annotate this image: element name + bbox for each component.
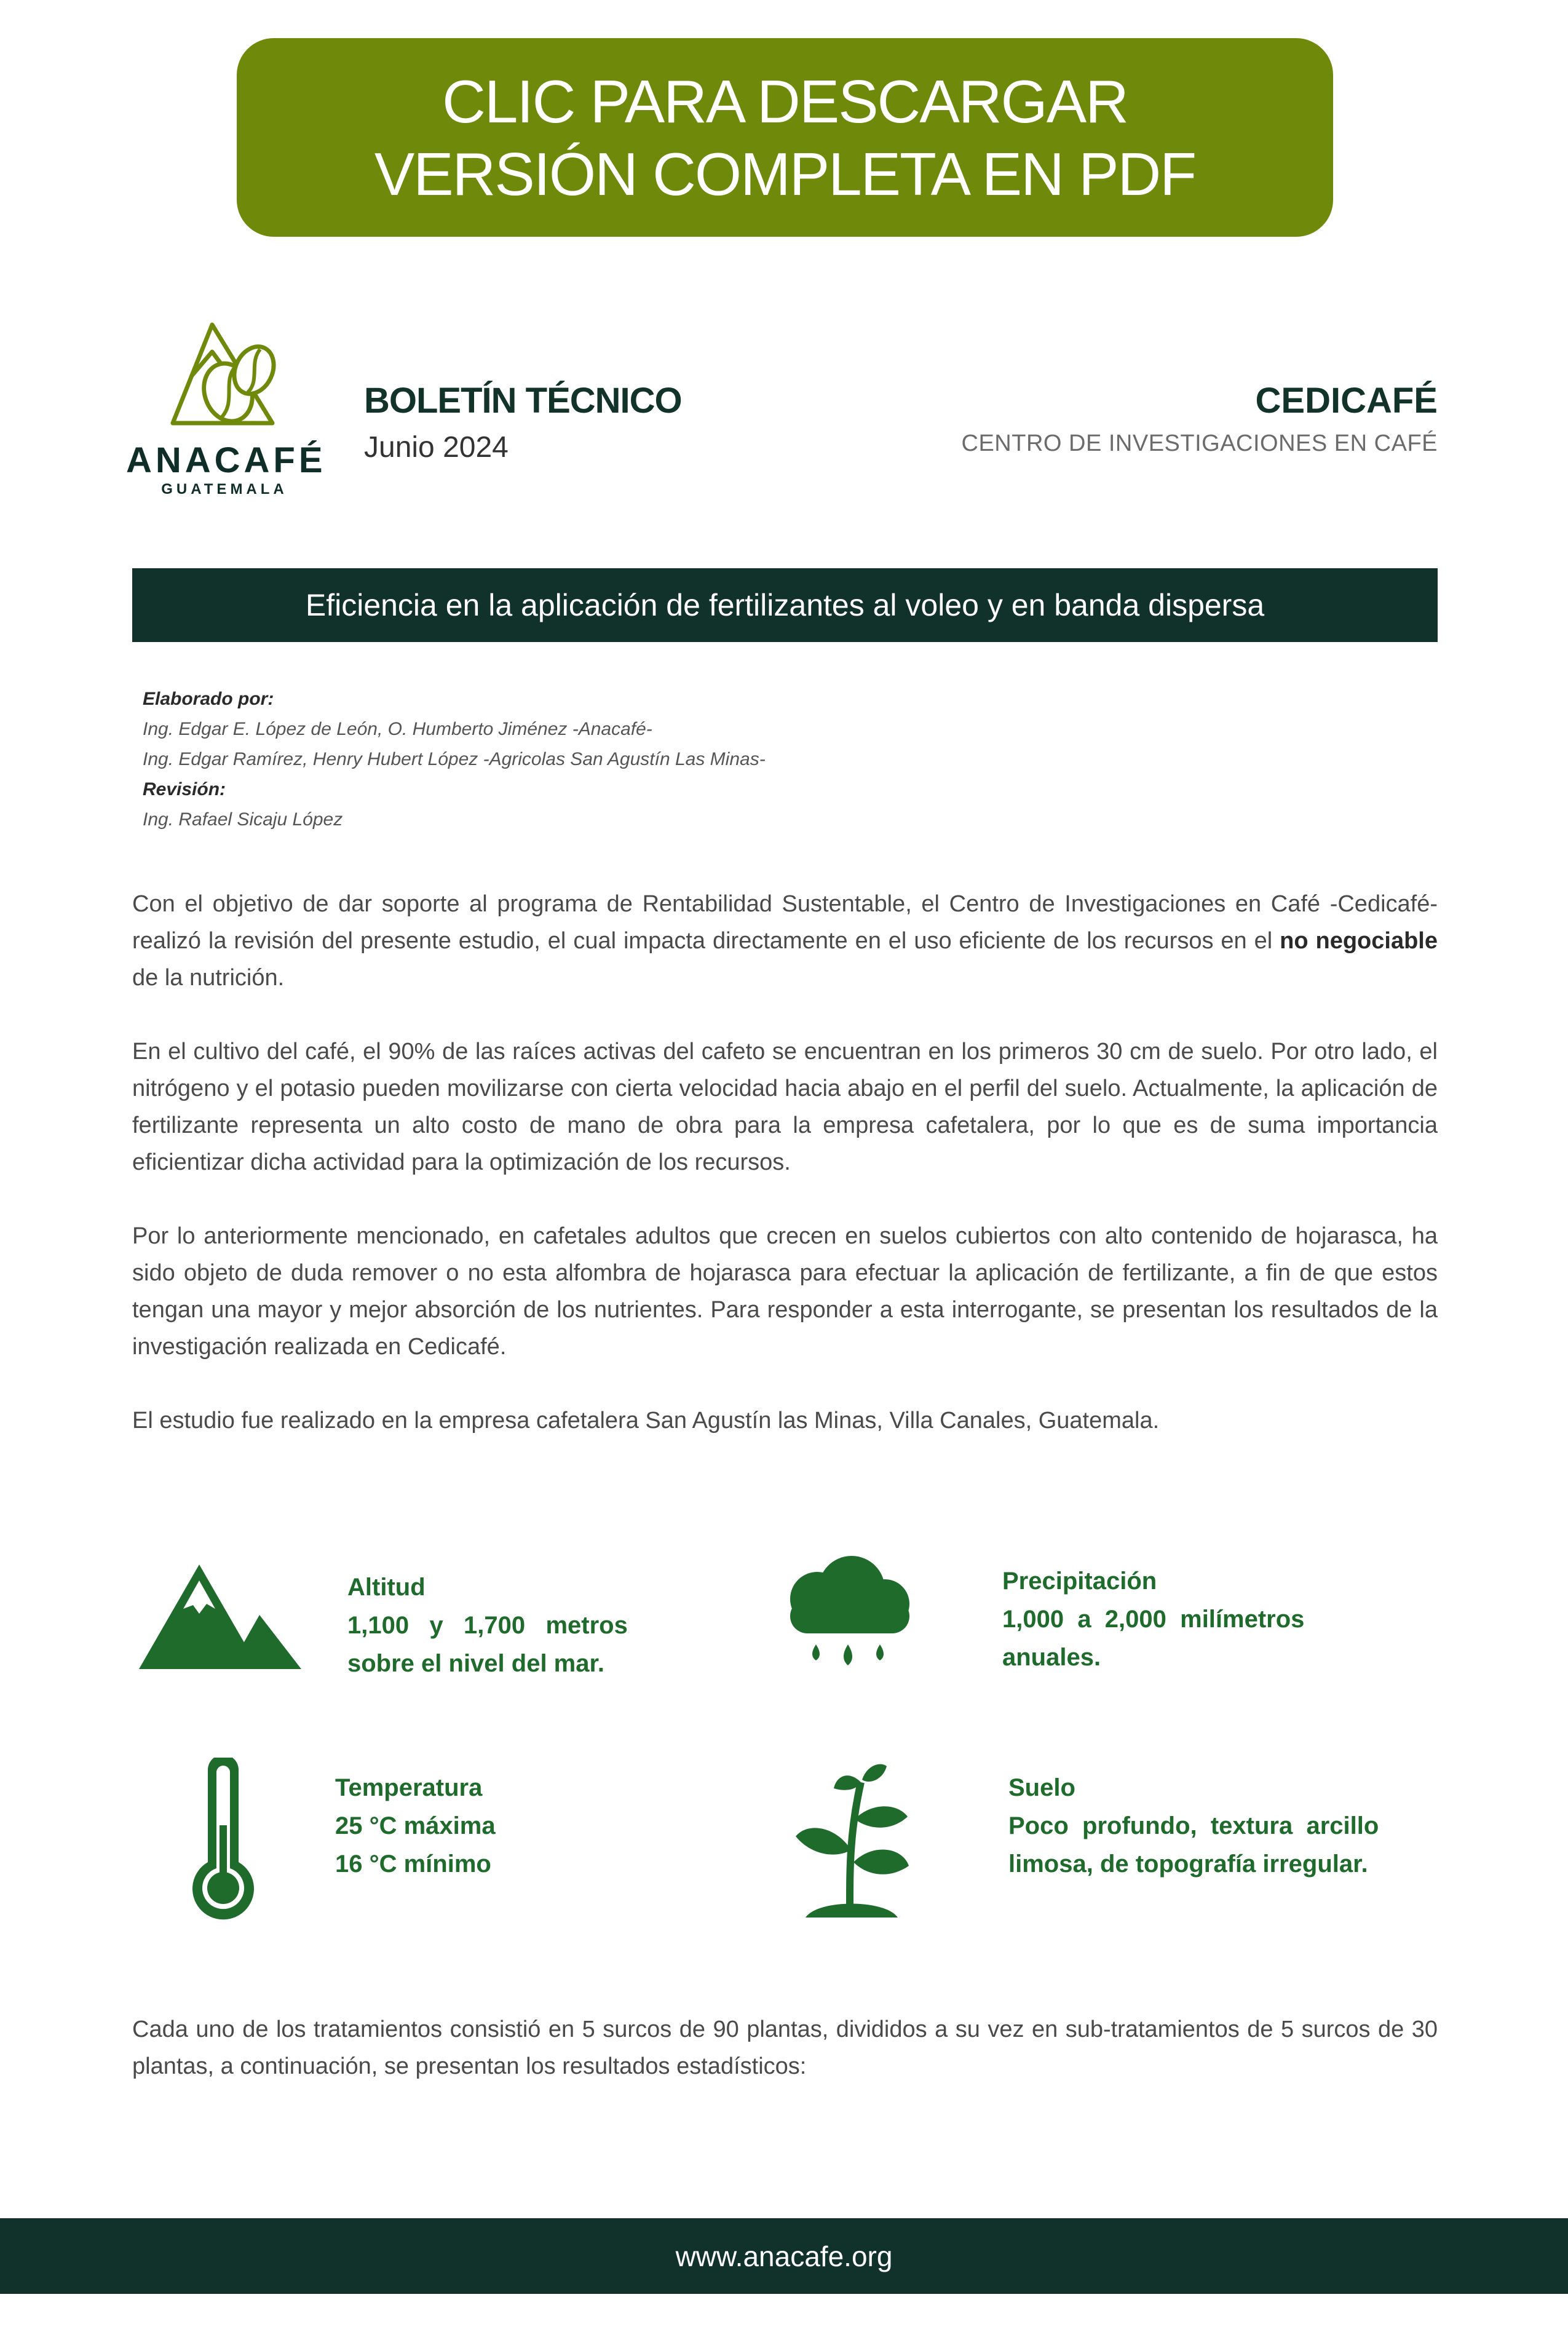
temperature-min: 16 °C mínimo bbox=[335, 1850, 491, 1878]
altitude-value-2: sobre el nivel del mar. bbox=[347, 1650, 604, 1677]
authors-line-1: Ing. Edgar E. López de León, O. Humberto Jiménez -Anacafé- bbox=[143, 719, 652, 739]
soil-value-1: Poco profundo, textura arcillo bbox=[1008, 1812, 1379, 1839]
download-pdf-button[interactable] bbox=[237, 38, 1333, 237]
org-name: CEDICAFÉ bbox=[1255, 381, 1438, 421]
bulletin-title: BOLETÍN TÉCNICO bbox=[364, 381, 682, 421]
document-title-band bbox=[132, 568, 1438, 642]
temperature-label: Temperatura bbox=[335, 1774, 483, 1801]
thermometer-icon bbox=[183, 1758, 263, 1930]
mountain-icon bbox=[137, 1562, 303, 1672]
paragraph-2: En el cultivo del café, el 90% de las raíces activas del cafeto se encuentran en los primeros 30 cm de suelo. Por otro lado, el nitrógeno y el potasio pueden movilizarse con cierta velocidad hacia abajo en el perfil del suelo. Actualmente, la aplicación de fertilizante representa un alto costo de mano de obra para la empresa cafetalera, por lo que es de suma importancia eficientizar dicha actividad para la optimización de los recursos. bbox=[132, 1039, 1438, 1175]
temperature-max: 25 °C máxima bbox=[335, 1812, 496, 1839]
authors-line-2: Ing. Edgar Ramírez, Henry Hubert López -Agricolas San Agustín Las Minas- bbox=[143, 749, 766, 769]
anacafe-logo bbox=[126, 320, 335, 504]
paragraph-1-end: de la nutrición. bbox=[132, 965, 285, 991]
review-label: Revisión: bbox=[143, 779, 226, 799]
document-title: Eficiencia en la aplicación de fertilizantes al voleo y en banda dispersa bbox=[305, 588, 1265, 622]
reviewer: Ing. Rafael Sicaju López bbox=[143, 809, 343, 830]
org-full-name: CENTRO DE INVESTIGACIONES EN CAFÉ bbox=[961, 430, 1438, 456]
coffee-mountain-logo-icon bbox=[168, 320, 285, 427]
plant-sprout-icon bbox=[793, 1758, 910, 1918]
paragraph-4: El estudio fue realizado en la empresa cafetalera San Agustín las Minas, Villa Canales, Guatemala. bbox=[132, 1408, 1160, 1434]
paragraph-1-bold: no negociable bbox=[1280, 928, 1438, 954]
footer-url-link[interactable]: www.anacafe.org bbox=[675, 2240, 893, 2272]
altitude-info bbox=[347, 1568, 628, 1683]
soil-info bbox=[1008, 1769, 1379, 1883]
download-line-1: CLIC PARA DESCARGAR bbox=[442, 67, 1128, 135]
bulletin-date: Junio 2024 bbox=[364, 431, 509, 464]
precipitation-info bbox=[1002, 1562, 1304, 1676]
soil-value-2: limosa, de topografía irregular. bbox=[1008, 1850, 1368, 1878]
download-line-2: VERSIÓN COMPLETA EN PDF bbox=[374, 140, 1196, 208]
logo-subtitle: GUATEMALA bbox=[161, 481, 288, 498]
paragraph-3: Por lo anteriormente mencionado, en cafetales adultos que crecen en suelos cubiertos con alto contenido de hojarasca, ha sido objeto de duda remover o no esta alfombra de hojarasca para efectuar la aplicación de fertilizante, a fin de que estos tengan una mayor y mejor absorción de los nutrientes. Para responder a esta interrogante, se presentan los resultados de la investigación realizada en Cedicafé. bbox=[132, 1223, 1438, 1360]
credits bbox=[143, 684, 766, 835]
paragraph-5: Cada uno de los tratamientos consistió en 5 surcos de 90 plantas, divididos a su vez en sub-tratamientos de 5 surcos de 30 plantas, a continuación, se presentan los resultados estadísticos: bbox=[132, 2017, 1438, 2079]
precipitation-value-1: 1,000 a 2,000 milímetros bbox=[1002, 1606, 1305, 1633]
precipitation-label: Precipitación bbox=[1002, 1568, 1157, 1595]
paragraph-1-text: Con el objetivo de dar soporte al programa de Rentabilidad Sustentable, el Centro de Investigaciones en Café -Cedicafé- realizó la revisión del presente estudio, el cual impacta directamente en el uso eficiente de los recursos en el bbox=[132, 891, 1438, 954]
authored-label: Elaborado por: bbox=[143, 689, 274, 709]
rain-cloud-icon bbox=[790, 1556, 909, 1665]
paragraph-1 bbox=[132, 886, 1438, 996]
altitude-label: Altitud bbox=[347, 1574, 426, 1601]
footer-band bbox=[0, 2218, 1568, 2294]
altitude-value-1: 1,100 y 1,700 metros bbox=[347, 1612, 628, 1639]
precipitation-value-2: anuales. bbox=[1002, 1644, 1101, 1671]
logo-name: ANACAFÉ bbox=[126, 440, 327, 480]
soil-label: Suelo bbox=[1008, 1774, 1075, 1801]
temperature-info bbox=[335, 1769, 496, 1883]
